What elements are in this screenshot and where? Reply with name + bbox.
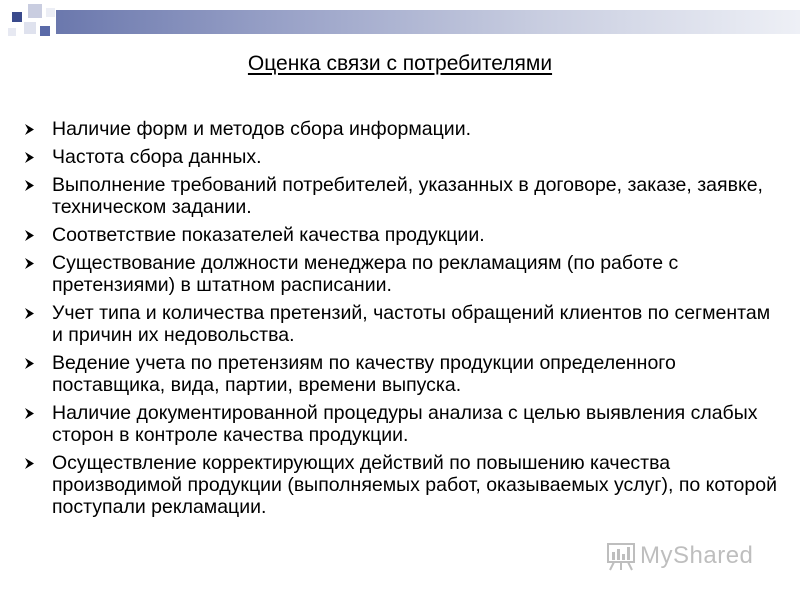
- arrowhead-bullet-icon: [24, 308, 35, 319]
- arrowhead-bullet-icon: [24, 152, 35, 163]
- bullet-text: Соответствие показателей качества продукции.: [52, 224, 485, 246]
- bullet-item: [22, 352, 782, 396]
- bullet-item: [22, 452, 782, 518]
- bullet-item: [22, 118, 782, 140]
- bullet-list: [22, 118, 782, 524]
- arrowhead-bullet-icon: [24, 124, 35, 135]
- slide-title: Оценка связи с потребителями: [247, 52, 553, 75]
- decor-square: [24, 22, 36, 34]
- bullet-item: [22, 224, 782, 246]
- bullet-item: [22, 402, 782, 446]
- arrowhead-bullet-icon: [24, 458, 35, 469]
- decor-square: [46, 8, 55, 17]
- bullet-text: Наличие форм и методов сбора информации.: [52, 118, 472, 140]
- bar-chart-logo-icon: [606, 540, 636, 572]
- bullet-item: [22, 174, 782, 218]
- bullet-text: Частота сбора данных.: [52, 146, 262, 168]
- bullet-text: Осуществление корректирующих действий по повышению качества производимой продукции (выполняемых работ, оказываемых услуг), по которой поступали рекламации.: [52, 452, 777, 518]
- bullet-text: Учет типа и количества претензий, частоты обращений клиентов по сегментам и причин их недовольства.: [52, 302, 771, 346]
- bullet-text: Существование должности менеджера по рекламациям (по работе с претензиями) в штатном расписании.: [52, 252, 679, 296]
- header-gradient-band: [56, 10, 800, 34]
- bullet-item: [22, 302, 782, 346]
- bullet-text: Выполнение требований потребителей, указанных в договоре, заказе, заявке, техническом задании.: [52, 174, 763, 218]
- decor-square: [40, 26, 50, 36]
- arrowhead-bullet-icon: [24, 230, 35, 241]
- decor-square: [28, 4, 42, 18]
- decor-square: [8, 28, 16, 36]
- arrowhead-bullet-icon: [24, 358, 35, 369]
- bullet-text: Ведение учета по претензиям по качеству продукции определенного поставщика, вида, партии, времени выпуска.: [52, 352, 676, 396]
- bullet-item: [22, 252, 782, 296]
- watermark-text: MyShared: [640, 542, 754, 569]
- arrowhead-bullet-icon: [24, 180, 35, 191]
- decor-square: [12, 12, 22, 22]
- bullet-item: [22, 146, 782, 168]
- bullet-text: Наличие документированной процедуры анализа с целью выявления слабых сторон в контроле качества продукции.: [52, 402, 758, 446]
- arrowhead-bullet-icon: [24, 408, 35, 419]
- arrowhead-bullet-icon: [24, 258, 35, 269]
- slide-title-container: [0, 52, 800, 76]
- watermark: [606, 538, 753, 574]
